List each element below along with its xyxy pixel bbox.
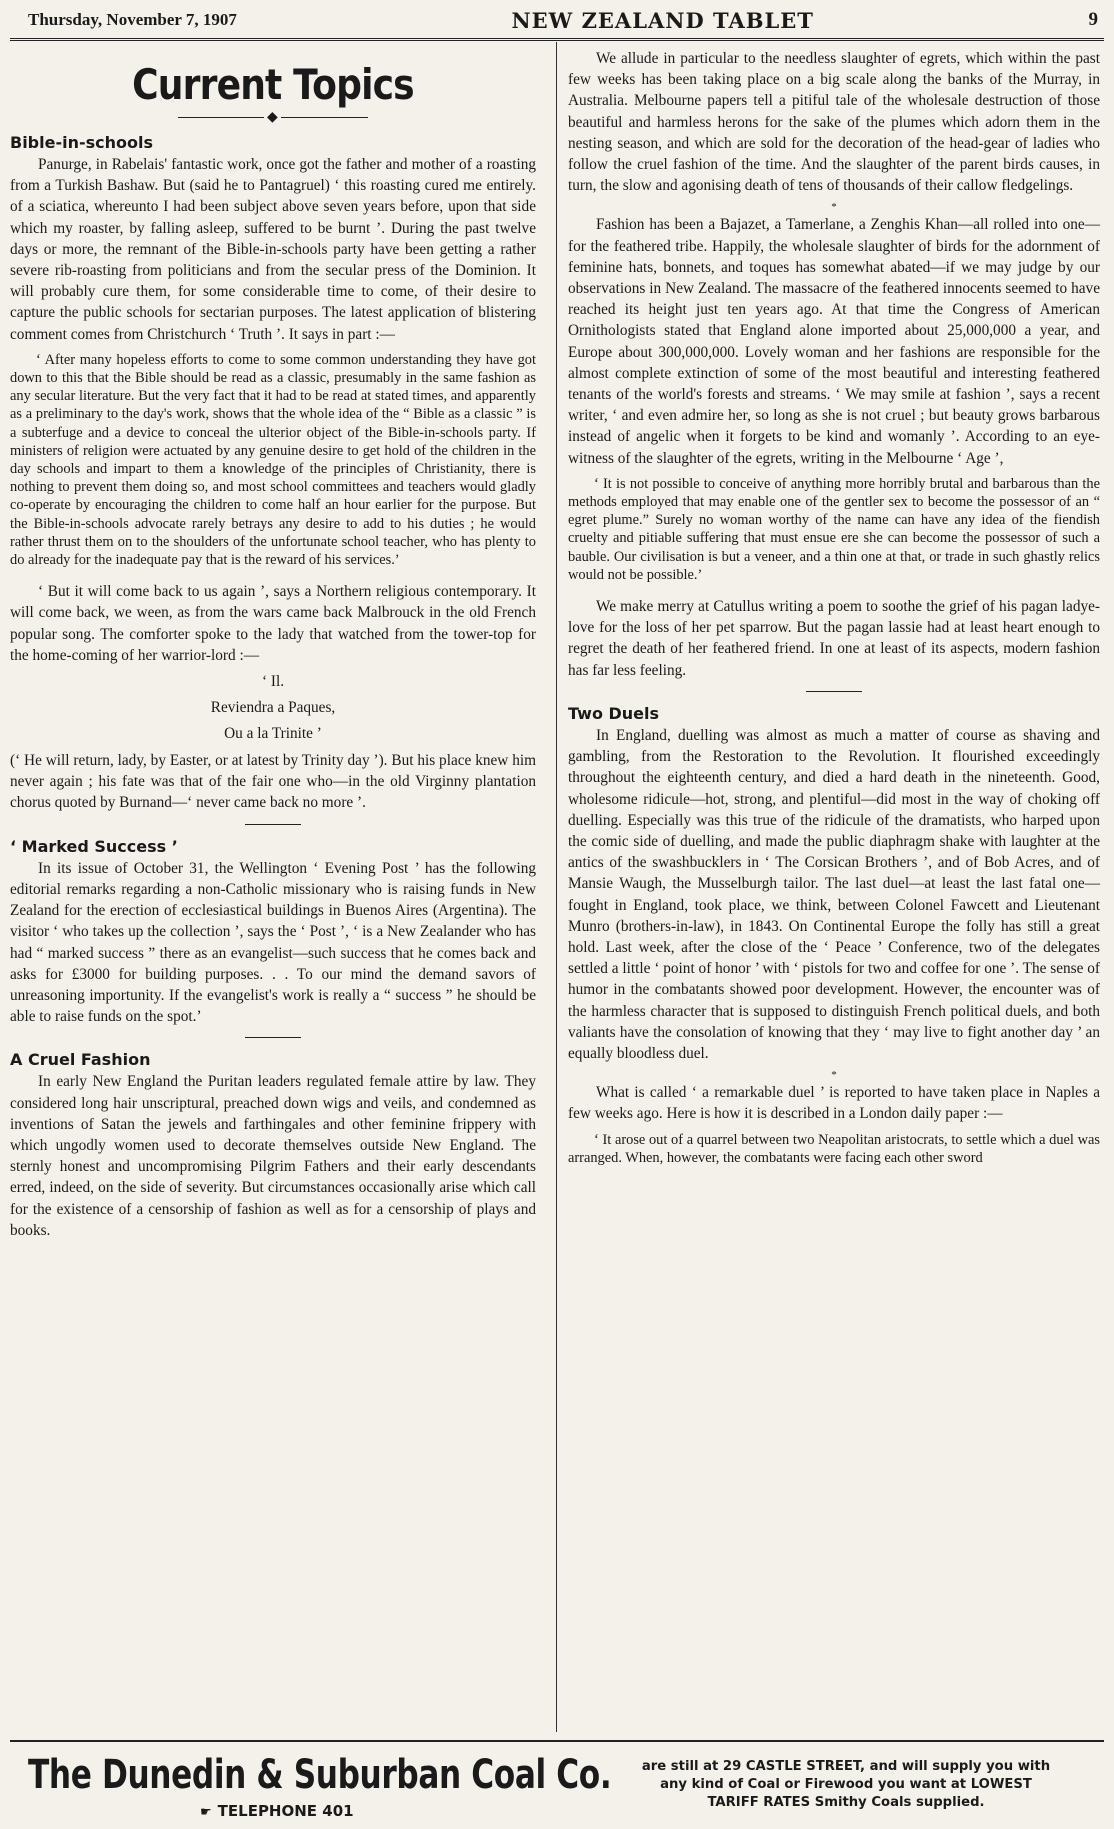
verse-line: Reviendra a Paques,	[210, 699, 336, 717]
verse-line: ‘ Il.	[261, 673, 285, 691]
newspaper-title: NEW ZEALAND TABLET	[511, 7, 814, 33]
block-quote: ‘ It arose out of a quarrel between two Neapolitan aristocrats, to settle which a duel was arranged. When, however, the combatants were facing each other sword	[568, 1131, 1100, 1166]
paragraph: What is called ‘ a remarkable duel ’ is reported to have taken place in Naples a few weeks ago. Here is how it is described in a London daily paper :—	[568, 1084, 1100, 1123]
advertisement-text	[596, 1758, 1096, 1812]
verse-line: Ou a la Trinite ’	[224, 725, 322, 743]
heading-two-duels: Two Duels	[568, 703, 660, 723]
page-number: 9	[1088, 9, 1098, 30]
paragraph: In early New England the Puritan leaders regulated female attire by law. They considered long hair unscriptural, preached down wigs and veils, and condemned as inventions of Satan the jewels and farthingales and other feminine frippery with which ungodly women used to decorate themselves outside New England. The sternly honest and uncompromising Pilgrim Fathers and their early descendants erred, indeed, on the side of severity. But circumstances occasionally arise which call for the existence of a censorship of fashion as well as for a censorship of plays and books.	[10, 1073, 536, 1239]
masthead-rule	[10, 38, 1104, 41]
paragraph: In England, duelling was almost as much a matter of course as shaving and gambling, from the Restoration to the Revolution. It flourished exceedingly throughout the eighteenth century, and died a hard death in the nineteenth. Good, wholesome ridicule—hot, strong, and plentiful—did most in the way of choking off duelling. Especially was this true of the ridicule of the dramatists, who harped upon the comic side of duelling, and made the public diaphragm shake with laughter at the antics of the swashbucklers in ‘ The Corsican Brothers ’, and of Bob Acres, and of Mansie Waugh, the Musselburgh tailor. The last duel—at least the last fatal one—fought in England, took place, we think, between Colonel Fawcett and Lieutenant Munro (brothers-in-law), in 1843. On Continental Europe the folly has still a great hold. Last week, after the close of the ‘ Peace ’ Conference, two of the delegates settled a little ‘ point of honor ’ with ‘ pistols for two and coffee for one ’. The sense of humor in the combatants showed poor development. However, the encounter was of the harmless character that is supposed to distinguish French political duels, and both valiants have the consolation of knowing that they ‘ may live to fight another day ’ an equally bloodless duel.	[568, 726, 1100, 1062]
left-column	[10, 48, 536, 1247]
section-rule	[245, 1037, 301, 1038]
asterisk-separator-icon: *	[831, 1069, 837, 1082]
paragraph: We allude in particular to the needless slaughter of egrets, which within the past few weeks has been taking place on a big scale along the banks of the Murray, in Australia. Melbourne papers tell a pitiful tale of the wholesale destruction of those beautiful and harmless herons for the sake of the plumes which adorn them in the nesting season, and which are sold for the decoration of the head-gear of ladies who follow the cruel fashion of the time. And the slaughter of the parent birds causes, in turn, the slow and agonising death of tens of thousands of their callow fledgelings.	[568, 50, 1100, 195]
advertiser-phone	[200, 1802, 354, 1820]
block-quote: ‘ After many hopeless efforts to come to some common understanding they have got down to this that the Bible should be read as a classic, presumably in the same fashion as any secular literature. But the very fact that it had to be read at stated times, and apparently as a preliminary to the day's work, shows that the whole idea of the “ Bible as a classic ” is a subterfuge and a device to conceal the ulterior object of the Bible-in-schools party. If ministers of religion were actuated by any genuine desire to get hold of the children in the day schools and impart to them a knowledge of the principles of Christianity, there is nothing to prevent them doing so, and most school committees and teachers would gladly co-operate by encouraging the children to come half an hour earlier for the purpose. But the Bible-in-schools advocate rarely betrays any desire to add to his duties ; he would rather thrust them on to the shoulders of the unfortunate school teacher, who has plenty to do already for the inadequate pay that is the reward of his services.’	[10, 351, 536, 569]
right-column	[568, 48, 1100, 1179]
section-title: Current Topics	[132, 60, 414, 109]
section-rule	[245, 824, 301, 825]
masthead	[28, 6, 1098, 34]
ad-line: TARIFF RATES Smithy Coals supplied.	[707, 1795, 985, 1810]
footer-rule	[10, 1740, 1104, 1742]
heading-bible-in-schools: Bible-in-schools	[10, 133, 154, 152]
section-rule	[806, 691, 862, 692]
ad-line: any kind of Coal or Firewood you want at LOWEST	[660, 1777, 1032, 1792]
advertisement	[10, 1752, 1104, 1824]
diamond-ornament-icon: ◆	[264, 111, 281, 125]
paragraph: We make merry at Catullus writing a poem to soothe the grief of his pagan ladye-love for the loss of her pet sparrow. But the pagan lassie had at least heart enough to regret the death of her feathered friend. In one at least of its aspects, modern fashion has far less feeling.	[568, 598, 1100, 679]
phone-text: TELEPHONE 401	[217, 1802, 354, 1820]
title-rule	[178, 110, 368, 125]
heading-cruel-fashion: A Cruel Fashion	[10, 1050, 151, 1070]
ad-line: are still at 29 CASTLE STREET, and will supply you with	[641, 1759, 1051, 1774]
pointing-hand-icon: ☛	[200, 1805, 212, 1820]
paragraph: Fashion has been a Bajazet, a Tamerlane, a Zenghis Khan—all rolled into one—for the feathered tribe. Happily, the wholesale slaughter of birds for the adornment of feminine hats, bonnets, and toques has somewhat abated—if we may judge by our observations in New Zealand. The massacre of the feathered innocents seemed to have reached its height just ten years ago. At that time the Congress of American Ornithologists stated that England alone imported about 25,000,000 a year, and Europe about 300,000,000. Lovely woman and her fashions are responsible for the almost complete extinction of some of the most beautiful and interesting feathered tenants of the world's forests and streams. ‘ We may smile at fashion ’, says a recent writer, ‘ and even admire her, so long as she is not cruel ; but beauty grows barbarous instead of angelic when it forgets to be kind and womanly ’. According to an eye-witness of the slaughter of the egrets, writing in the Melbourne ‘ Age ’,	[568, 216, 1100, 467]
paragraph: (‘ He will return, lady, by Easter, or at latest by Trinity day ’). But his place knew him never again ; his fate was that of the fair one who—in the old Virginny plantation chorus quoted by Burnand—‘ never came back no more ’.	[10, 752, 536, 812]
heading-marked-success: ‘ Marked Success ’	[10, 836, 178, 856]
paragraph: In its issue of October 31, the Wellington ‘ Evening Post ’ has the following editorial remarks regarding a non-Catholic missionary who is raising funds in New Zealand for the erection of ecclesiastical buildings in Buenos Aires (Argentina). The visitor ‘ who takes up the collection ’, says the ‘ Post ’, ‘ is a New Zealander who has had “ marked success ” there as an evangelist—such success that he comes back and asks for £3000 for building purposes. . . To our mind the demand savors of unreasoning importunity. If the evangelist's work is really a “ success ” he should be able to raise funds on the spot.’	[10, 859, 536, 1026]
advertiser-name: The Dunedin & Suburban Coal Co.	[28, 1752, 612, 1798]
paragraph: Panurge, in Rabelais' fantastic work, once got the father and mother of a roasting from a Turkish Bashaw. But (said he to Pantagruel) ‘ this roasting cured me entirely. of a sciatica, whereunto I had been subject above seven years before, upon that side which my roaster, by falling asleep, suffered to be burnt ’. During the past twelve days or more, the remnant of the Bible-in-schools party have been getting a rather severe rib-roasting from politicians and from the secular press of the Dominion. It will probably cure them, for some considerable time to come, of their desire to capture the public schools for sectarian purposes. The latest application of blistering comment comes from Christchurch ‘ Truth ’. It says in part :—	[10, 156, 536, 343]
issue-date: Thursday, November 7, 1907	[28, 10, 237, 29]
column-divider	[556, 42, 557, 1732]
asterisk-separator-icon: *	[831, 201, 837, 214]
block-quote: ‘ It is not possible to conceive of anything more horribly brutal and barbarous than the methods employed that may enable one of the gentler sex to become the possessor of an “ egret plume.” Surely no woman worthy of the name can have any idea of the fiendish cruelty and pitiable suffering that must ensue ere she can become the possessor of such a bauble. Our civilisation is but a veneer, and a thin one at that, or trade in such ghastly relics would not be possible.’	[568, 475, 1100, 583]
paragraph: ‘ But it will come back to us again ’, says a Northern religious contemporary. It will come back, we ween, as from the wars came back Malbrouck in the old French popular song. The comforter spoke to the lady that watched from the tower-top for the home-coming of her warrior-lord :—	[10, 583, 536, 664]
